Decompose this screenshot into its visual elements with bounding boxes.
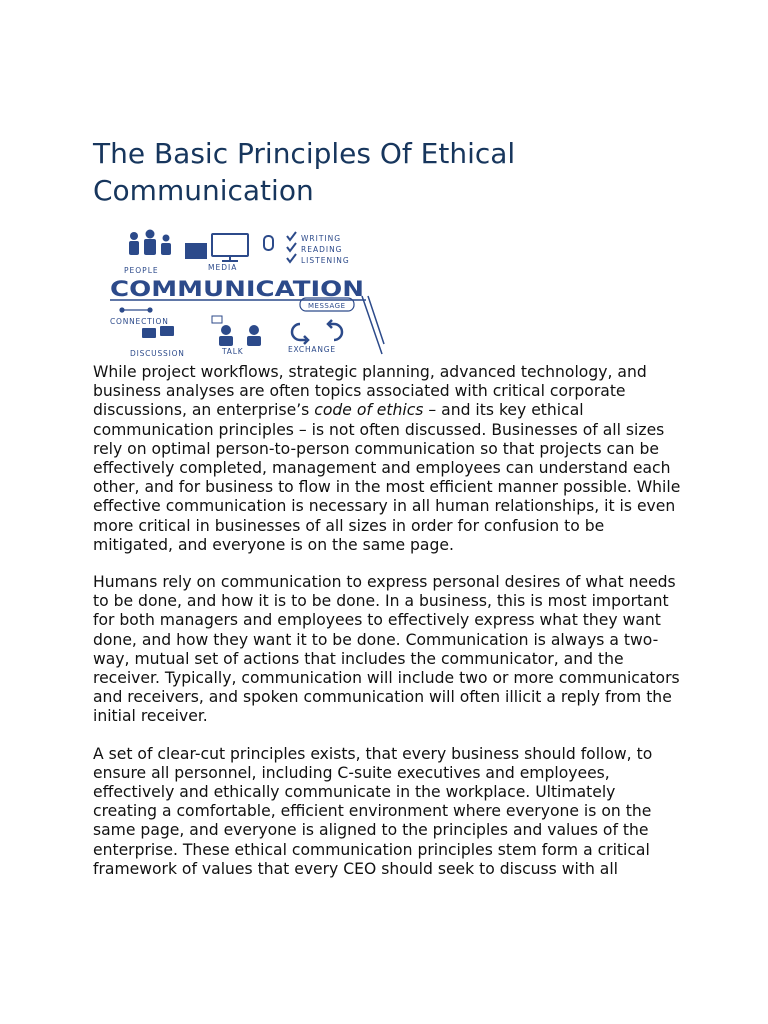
illustration-label-talk: TALK: [222, 347, 244, 356]
illustration-label-discussion: DISCUSSION: [130, 349, 185, 358]
code-of-ethics-phrase: code of ethics: [314, 401, 424, 420]
illustration-label-reading: READING: [301, 245, 343, 254]
connection-icon: [120, 308, 152, 312]
illustration-label-media: MEDIA: [208, 263, 238, 272]
article-body: [93, 363, 683, 897]
illustration-label-writing: WRITING: [301, 234, 342, 243]
talk-icon: [212, 316, 261, 346]
illustration-label-message: MESSAGE: [308, 302, 346, 310]
communication-illustration: [104, 226, 386, 358]
paragraph: A set of clear-cut principles exists, that every business should follow, to ensure all personnel, including C-suite executives and employees, effectively and ethically communicate in the workplace. Ultimately creating a comfortable, efficient environment where everyone is on the same page, and everyone is aligned to the principles and values of the enterprise. These ethical communication principles stem form a critical framework of values that every CEO should seek to discuss with all: [93, 744, 653, 878]
discussion-icon: [142, 326, 174, 338]
illustration-label-people: PEOPLE: [124, 266, 159, 275]
paragraph: Humans rely on communication to express personal desires of what needs to be done, and how it is to be done. In a business, this is most important for both managers and employees to effectively express what they want done, and how they want it to be done. Communication is always a two-way, mutual set of actions that includes the communicator, and the receiver. Typically, communication will include two or more communicators and receivers, and spoken communication will often illicit a reply from the initial receiver.: [93, 573, 680, 726]
illustration-label-connection: CONNECTION: [110, 317, 169, 326]
media-icon: [186, 234, 273, 261]
paragraph-text: While project workflows, strategic planning, advanced technology, and business analyses are often topics associated with critical corporate discussions, an enterprise’s: [93, 363, 647, 420]
illustration-label-exchange: EXCHANGE: [288, 345, 336, 354]
people-icon: [129, 230, 171, 256]
paragraph: [93, 363, 683, 555]
pen-icon: [362, 296, 384, 354]
illustration-label-listening: LISTENING: [301, 256, 350, 265]
document-title: The Basic Principles Of Ethical Communication: [93, 137, 516, 207]
exchange-icon: [292, 320, 342, 344]
illustration-main-word: COMMUNICATION: [110, 277, 364, 301]
checkmark-icon: [287, 232, 296, 262]
paragraph-text: – and its key ethical communication principles – is not often discussed. Businesses of all sizes rely on optimal person-to-person communication so that projects can be effectively completed, management and employees can understand each other, and for business to flow in the most efficient manner possible. While effective communication is necessary in all human relationships, it is even more critical in businesses of all sizes in order for confusion to be mitigated, and everyone is on the same page.: [93, 401, 681, 554]
